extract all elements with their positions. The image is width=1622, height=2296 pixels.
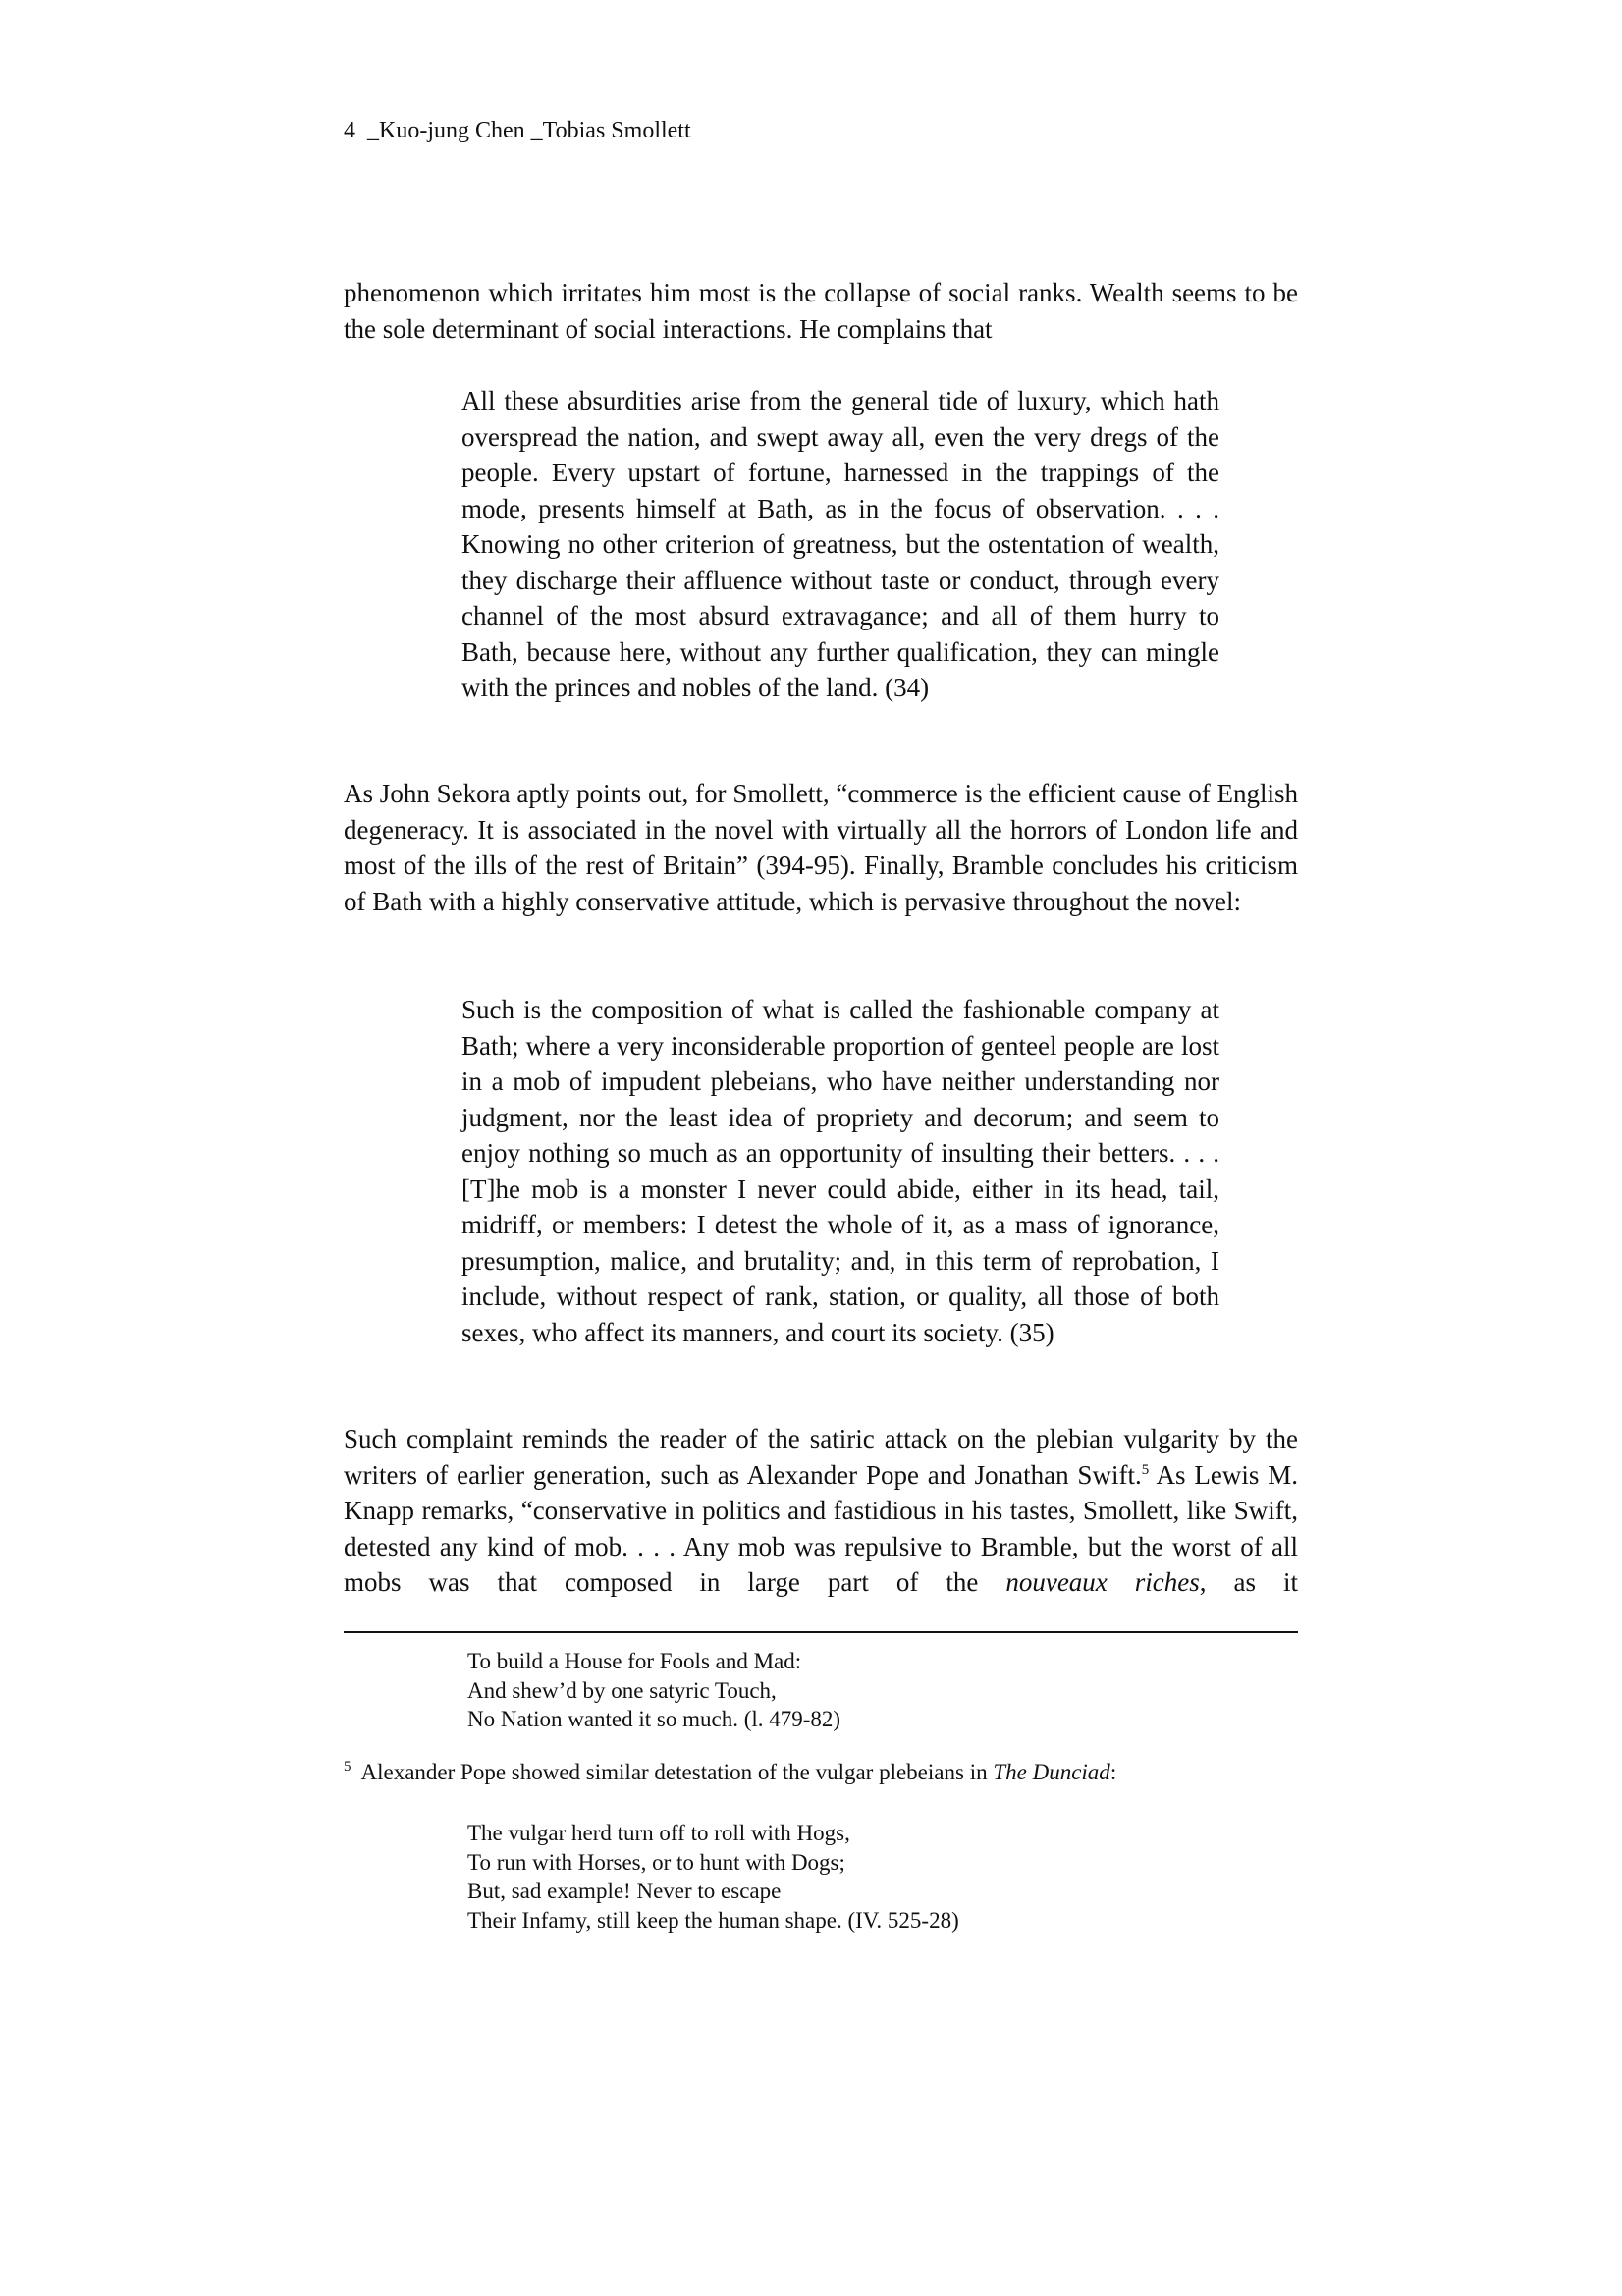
verse-line: But, sad example! Never to escape: [467, 1879, 782, 1903]
footnote-5-verse: [467, 1819, 959, 1935]
verse-line: To build a House for Fools and Mad:: [467, 1649, 802, 1673]
footnote-5: [344, 1758, 1116, 1787]
footnote-reference-5[interactable]: 5: [1141, 1461, 1150, 1478]
footnote-separator: [344, 1631, 1298, 1633]
work-title: The Dunciad: [993, 1760, 1110, 1784]
body-paragraph-1: phenomenon which irritates him most is the collapse of social ranks. Wealth seems to be the sole determinant of social interactions. He complains that: [344, 278, 1298, 344]
footnote-continued-verse: [467, 1647, 840, 1734]
verse-line: And shew’d by one satyric Touch,: [467, 1677, 777, 1703]
italic-term: nouveaux riches: [1005, 1567, 1200, 1597]
running-header: 4 _Kuo-jung Chen _Tobias Smollett: [344, 118, 691, 143]
paragraph-3-text-c: , as it: [1199, 1567, 1299, 1597]
body-paragraph-2: As John Sekora aptly points out, for Smollett, “commerce is the efficient cause of English degeneracy. It is associated in the novel with virtually all the horrors of London life and most of the ills of the rest of Britain” (394-95). Finally, Bramble concludes his criticism of Bath with a highly conservative attitude, which is pervasive throughout the novel:: [344, 779, 1298, 916]
verse-line: No Nation wanted it so much. (l. 479-82): [467, 1707, 841, 1731]
footnote-5-text: Alexander Pope showed similar detestation of the vulgar plebeians in: [360, 1760, 994, 1784]
verse-line: The vulgar herd turn off to roll with Hogs,: [467, 1821, 850, 1845]
footnote-number: 5: [344, 1759, 351, 1776]
footnote-5-punctuation: :: [1109, 1760, 1117, 1784]
block-quote-1: All these absurdities arise from the general tide of luxury, which hath overspread the nation, and swept away all, even the very dregs of the people. Every upstart of fortune, harnessed in the trappings of the mode, presents himself at Bath, as in the focus of observation. . . . Knowing no other criterion of greatness, but the ostentation of wealth, they discharge their affluence without taste or conduct, through every channel of the most absurd extravagance; and all of them hurry to Bath, because here, without any further qualification, they can mingle with the princes and nobles of the land. (34): [461, 386, 1219, 702]
block-quote-2: Such is the composition of what is called the fashionable company at Bath; where a very inconsiderable proportion of genteel people are lost in a mob of impudent plebeians, who have neither understanding nor judgment, nor the least idea of propriety and decorum; and seem to enjoy nothing so much as an opportunity of insulting their betters. . . . [T]he mob is a monster I never could abide, either in its head, tail, midriff, or members: I detest the whole of it, as a mass of ignorance, presumption, malice, and brutality; and, in this term of reprobation, I include, without respect of rank, station, or quality, all those of both sexes, who affect its manners, and court its society. (35): [461, 995, 1219, 1347]
verse-line: To run with Horses, or to hunt with Dogs;: [467, 1849, 845, 1875]
paragraph-3-text-a: Such complaint reminds the reader of the satiric attack on the plebian vulgarity by the writers of earlier generation, such as Alexander Pope and Jonathan Swift.: [344, 1424, 1298, 1490]
paragraph-3-text-b: As Lewis M. Knapp remarks, “conservative in politics and fastidious in his tastes, Smollett, like Swift, detested any kind of mob. . . . Any mob was repulsive to Bramble, but the worst of all mobs was that composed in large part of the: [344, 1459, 1298, 1597]
body-paragraph-3: [344, 1421, 1298, 1601]
verse-line: Their Infamy, still keep the human shape. (IV. 525-28): [467, 1907, 959, 1933]
